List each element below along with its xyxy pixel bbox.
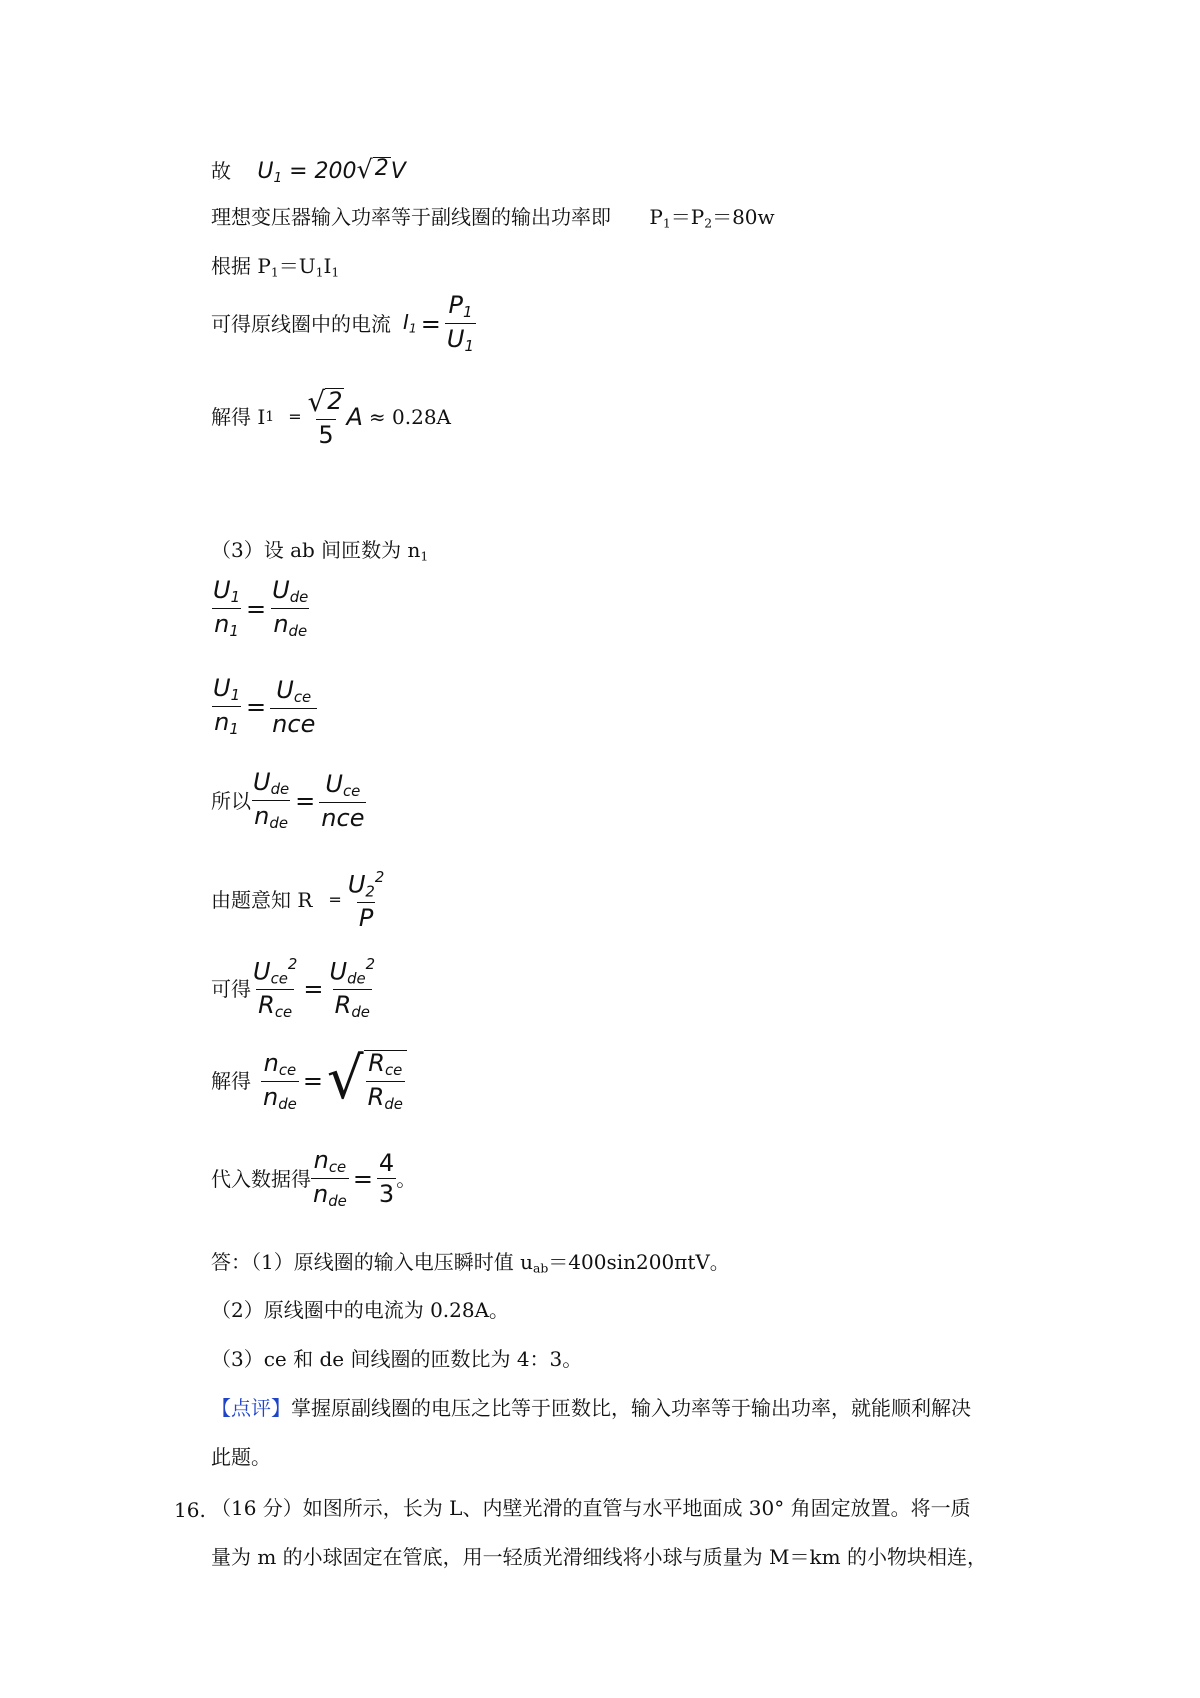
turns-ratio-text: 解得: [211, 1069, 251, 1094]
power-ratio-line: [211, 957, 377, 1020]
current-formula-line: [211, 293, 476, 354]
power-equality-eq: $P_1=P_2=80w$: [649, 205, 775, 231]
ratio-eq-3: [211, 770, 366, 831]
question-16-line-2: 量为 m 的小球固定在管底，用一轻质光滑细线将小球与质量为 M＝km 的小物块相连，: [211, 1545, 987, 1569]
power-ratio-text: 可得: [211, 976, 251, 1001]
eq-u1: $U_1 = 200$ √ 2 V: [257, 155, 406, 186]
answer-1: 答：（1）原线圈的输入电压瞬时值 $u_{ab}=400\sin 200\pi tV$。: [211, 1250, 730, 1276]
eq-u1-line: [211, 157, 406, 185]
answer-2: （2）原线圈中的电流为 0.28A。: [211, 1298, 510, 1322]
turns-ratio-eq: $\frac{n_{ce}}{n_{de}}$ = √ $\frac{R_{ce}}{R_{de}}$: [261, 1050, 407, 1112]
turns-ratio-line: [211, 1045, 407, 1114]
comment-text: 掌握原副线圈的电压之比等于匝数比，输入功率等于输出功率，就能顺利解决: [291, 1396, 971, 1420]
part3-text: （3）设 ab 间匝数为 n: [211, 538, 421, 562]
question-16-number: 16.: [174, 1498, 206, 1522]
resistance-eq: = $\frac{U_2^2}{P}$: [328, 868, 385, 933]
question-16-line-1: （16 分）如图所示，长为 L、内壁光滑的直管与水平地面成 30° 角固定放置。将一质: [211, 1496, 971, 1520]
power-equality-line: [211, 207, 775, 230]
power-equality-text: 理想变压器输入功率等于副线圈的输出功率即: [211, 205, 611, 229]
current-formula-eq: $I_1$ = $\frac{P_1}{U_1}$: [403, 291, 474, 356]
answer-1-tail: ＝400sin200πtV。: [548, 1250, 730, 1274]
turns-result-text: 代入数据得: [211, 1166, 311, 1191]
ratio-eq-1: $\frac{U_1}{n_1}$ = $\frac{U_{de}}{n_{de}}$: [213, 576, 309, 641]
comment-line-2: 此题。: [211, 1445, 271, 1469]
prefix-gu: 故: [211, 159, 231, 183]
current-result-eq: = √ 2 5 A: [288, 385, 363, 449]
turns-result-eq: $\frac{n_{ce}}{n_{de}}$ = $\frac{4}{3}$: [313, 1146, 395, 1211]
resistance-line: [211, 868, 386, 933]
resistance-text: 由题意知 R: [211, 888, 313, 913]
power-ratio-eq: $\frac{U_{ce}^2}{R_{ce}}$ = $\frac{U_{de}^2}{R_{de}}$: [253, 955, 376, 1022]
power-formula-text: 根据: [211, 254, 251, 278]
part3-heading: （3）设 ab 间匝数为 $n_1$: [211, 538, 429, 564]
current-formula-text: 可得原线圈中的电流: [211, 311, 391, 336]
ratio-eq-3-text: 所以: [211, 788, 251, 813]
current-result-line: 解得 I 1 = √ 2 5 A ≈ 0.28A: [211, 385, 451, 449]
answer-1-text: 答：（1）原线圈的输入电压瞬时值 u: [211, 1250, 533, 1274]
comment-tag: 【点评】: [211, 1396, 291, 1420]
turns-result-line: 代入数据得 $\frac{n_{ce}}{n_{de}}$ = $\frac{4}{3}$ 。: [211, 1146, 417, 1211]
current-result-text: 解得 I: [211, 405, 266, 430]
answer-3: （3）ce 和 de 间线圈的匝数比为 4：3。: [211, 1347, 583, 1371]
comment-line: [211, 1398, 971, 1418]
ratio-eq-3-math: $\frac{U_{de}}{n_{de}}$ = $\frac{U_{ce}}{\text{nce}}$: [253, 768, 365, 833]
power-formula-line: [211, 256, 339, 279]
power-formula-eq: $P_1=U_1I_1$: [257, 254, 340, 280]
ratio-eq-2: $\frac{U_1}{n_1}$ = $\frac{U_{ce}}{\text{nce}}$: [213, 674, 316, 739]
current-approx: ≈ 0.28A: [368, 405, 451, 430]
